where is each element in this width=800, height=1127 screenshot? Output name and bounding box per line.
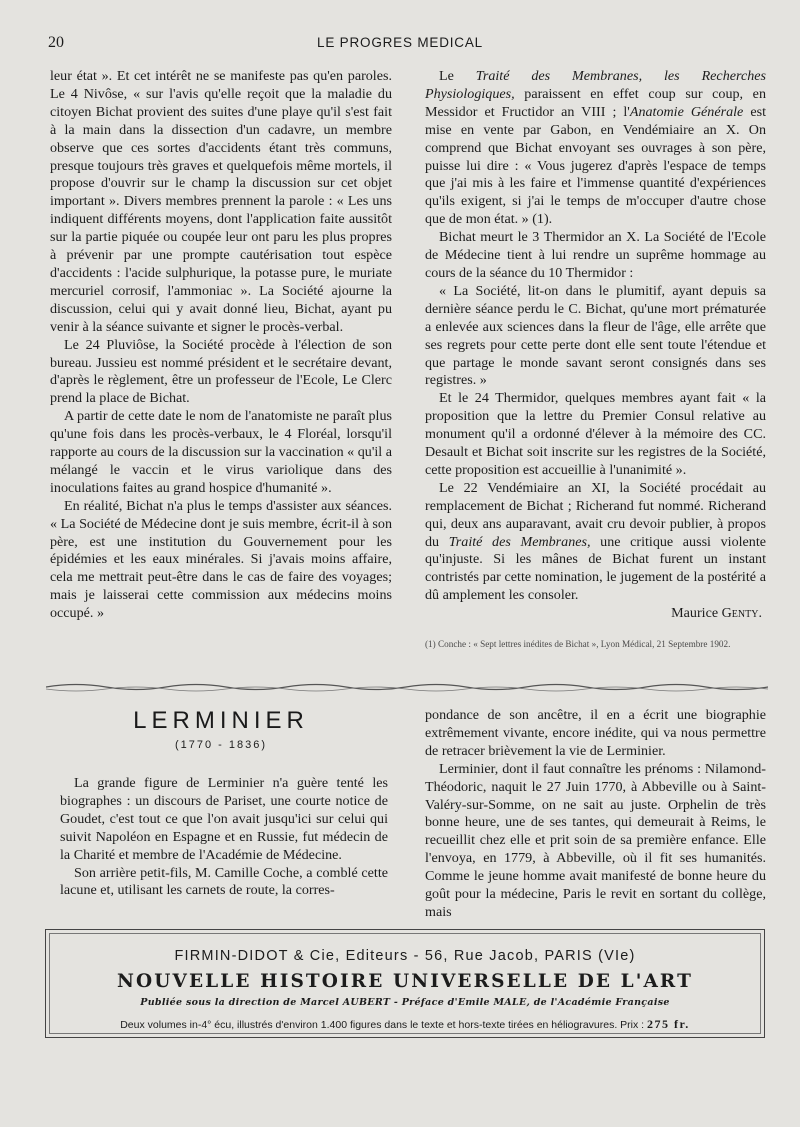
paragraph: Son arrière petit-fils, M. Camille Coche, a comblé cette lacune et, utilisant les carnets de route, la corres- xyxy=(60,864,388,899)
ad-book-title: NOUVELLE HISTOIRE UNIVERSELLE DE L'ART xyxy=(117,971,693,992)
footnote: (1) Conche : « Sept lettres inédites de Bichat », Lyon Médical, 21 Septembre 1902. xyxy=(425,639,731,649)
paragraph: Bichat meurt le 3 Thermidor an X. La Société de l'Ecole de Médecine tient à lui rendre un suprême hommage au cours de la séance du 10 Thermidor : xyxy=(425,229,766,281)
ad-price: 275 fr. xyxy=(647,1017,690,1031)
paragraph: La grande figure de Lerminier n'a guère tenté les biographes : un discours de Pariset, une courte notice de Goudet, c'est tout ce que l'on avait jusqu'ici sur celui qui suivit Napoléon en Espagne et en Russie, fut médecin de la Charité et membre de l'Académie de Médecine. xyxy=(60,775,388,863)
article-bichat-column-2 xyxy=(425,68,766,623)
article-lerminier-column-1 xyxy=(60,775,388,900)
article-title: LERMINIER xyxy=(133,707,309,734)
author-signature: Maurice Genty. xyxy=(671,605,762,622)
paragraph: Et le 24 Thermidor, quelques membres ayant fait « la proposition que la lettre du Premier Consul relative au monument qu'il a ordonné d'élever à la mémoire des CC. Desault et Bichat soit inscrite sur les registres de la Société, cette proposition est accueillie à l'unanimité ». xyxy=(425,390,766,478)
paragraph: A partir de cette date le nom de l'anatomiste ne paraît plus qu'une fois dans les procès-verbaux, le 4 Floréal, lorsqu'il rapporte au cours de la discussion sur la vaccination « qu'il a mélangé le vaccin et le virus variolique dans des inoculations faites au grand hospice d'humanité ». xyxy=(50,408,392,496)
article-bichat-column-1 xyxy=(50,68,392,623)
advertisement-inner-frame xyxy=(49,933,761,1034)
paragraph: Le 24 Pluviôse, la Société procède à l'élection de son bureau. Jussieu est nommé président et le secrétaire devant, d'après le règlement, être un professeur de l'Ecole, Le Clerc prend la place de Bichat. xyxy=(50,336,392,407)
ad-details: Deux volumes in-4° écu, illustrés d'environ 1.400 figures dans le texte et hors-texte tirées en héliogravures. Prix : 275 fr. xyxy=(120,1017,690,1031)
page-number: 20 xyxy=(48,34,64,51)
journal-title: LE PROGRES MEDICAL xyxy=(317,35,483,50)
paragraph: pondance de son ancêtre, il en a écrit une biographie extrêmement vivante, encore inédite, qui va nous permettre de retracer brièvement la vie de Lerminier. xyxy=(425,707,766,759)
section-divider xyxy=(46,678,768,694)
article-dates: (1770 - 1836) xyxy=(174,739,268,751)
paragraph: Le 22 Vendémiaire an XI, la Société procédait au remplacement de Bichat ; Richerand fut nommé. Richerand qui, deux ans auparavant, avait cru devoir publier, à propos du Traité des Membranes, une critique aussi violente qu'injuste. Si les mânes de Bichat furent un instant contristés par cette nomination, le jugement de la postérité a dû amplement les consoler. xyxy=(425,479,767,604)
paragraph: leur état ». Et cet intérêt ne se manifeste pas qu'en paroles. Le 4 Nivôse, « sur l'avis qu'elle reçoit que la maladie du citoyen Bichat provient des suites d'une playe qu'il s'est fait à la main dans la dissection d'un cadavre, un membre observe que ces sortes d'accidents étant très communs, presque toujours très graves et quelquefois même mortels, il propose d'ouvrir sur le champ la discussion sur cet objet important ». Divers membres prennent la parole : « Les uns indiquent différents moyens, dont l'application faite aussitôt sur la partie piquée ou coupée leur ont paru les plus propres à prévenir par une prompte cautérisation tout espèce d'accidents : l'acide sulphurique, la potasse pure, le muriate mercuriel corrosif, l'ammoniac ». La Société ajourne la discussion, celui qui y avait donné lieu, Bichat, ayant pu venir à la séance suivante et signer le procès-verbal. xyxy=(50,68,392,335)
advertisement-box xyxy=(45,929,765,1038)
paragraph: « La Société, lit-on dans le plumitif, ayant depuis sa dernière séance perdu le C. Bichat, qu'une mort prématurée a enlevée aux sciences dans la fleur de l'âge, elle arrête que ses regrets pour cette perte dont elle sent toute l'étendue et que partage le monde savant seront consignés dans ses registres. » xyxy=(425,282,766,389)
paragraph: En réalité, Bichat n'a plus le temps d'assister aux séances. « La Société de Médecine dont je suis membre, écrit-il à son père, est une institution du Gouvernement pour les épidémies et les eaux minérales. Si j'avais moins affaire, cela me mettrait peut-être dans le cas de faire des voyages; mais je laisserai cette commission aux médecins moins occupé. » xyxy=(50,497,392,622)
page-header xyxy=(0,34,800,56)
paragraph: Le Traité des Membranes, les Recherches Physiologiques, paraissent en effet coup sur coup, en Messidor et Fructidor an VIII ; l'Anatomie Générale est mise en vente par Gabon, en Vendémiaire an X. On comprend que Bichat envoyant ses ouvrages à son père, puisse lui dire : « Vous jugerez d'après l'espace de temps que j'ai mis à les faire et l'immense quantité d'expériences qu'ils exigent, si j'ai le temps de m'occuper d'autre chose que de mon état. » (1). xyxy=(425,68,766,228)
ad-publisher: FIRMIN-DIDOT & Cie, Editeurs - 56, Rue Jacob, PARIS (VIe) xyxy=(174,948,636,964)
article-lerminier-column-2 xyxy=(425,707,766,922)
ad-direction: Publiée sous la direction de Marcel AUBERT - Préface d'Emile MALE, de l'Académie Française xyxy=(140,997,670,1008)
paragraph: Lerminier, dont il faut connaître les prénoms : Nilamond-Théodoric, naquit le 27 Juin 1770, à Abbeville ou à Saint-Valéry-sur-Somme, on ne sait au juste. Orphelin de très bonne heure, une de ses tantes, qui demeurait à Reims, le recueillit chez elle et prit soin de sa première enfance. Elle l'envoya, en 1779, à Abbeville, où il fit ses humanités. Comme le jeune homme avait manifesté de bonne heure du goût pour la médecine, Paris le revit en sortant du collège, mais xyxy=(425,760,766,920)
